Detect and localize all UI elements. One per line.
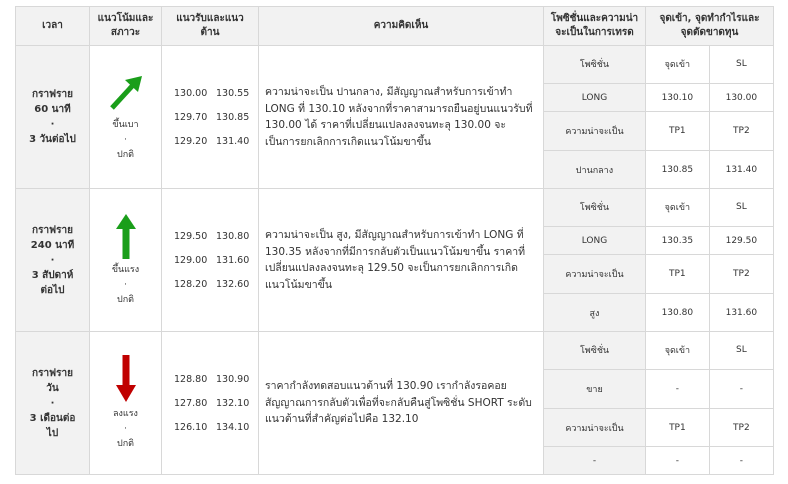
trend-cell: ลงแรง · ปกติ — [90, 332, 162, 475]
header-comment: ความคิดเห็น — [259, 7, 544, 46]
sl-value: - — [709, 369, 773, 408]
tp1-label: TP1 — [645, 255, 709, 294]
entry-value: - — [646, 369, 710, 408]
position-grid — [544, 332, 773, 474]
levels-cell — [162, 189, 259, 332]
level-pair: 127.80 132.10 — [174, 397, 250, 409]
sl-value: 130.00 — [709, 83, 773, 111]
sl-label: SL — [709, 189, 773, 226]
table-row — [16, 46, 774, 189]
tp1-value: 130.85 — [645, 151, 709, 188]
comment-cell: ราคากำลังทดสอบแนวต้านที่ 130.90 เรากำลังรอคอยสัญญาณการกลับตัวเพื่อที่จะกลับคืนสู่โพซิชั่น SHORT ระดับแนวต้านที่สำคัญต่อไปคือ 132.10 — [259, 332, 544, 475]
header-time: เวลา — [16, 7, 90, 46]
header-row — [16, 7, 774, 46]
arrow-down-icon — [114, 355, 138, 403]
header-levels: แนวรับและแนว ต้าน — [162, 7, 259, 46]
tp1-value: 130.80 — [645, 294, 709, 331]
position-value: ขาย — [544, 369, 646, 408]
probability-value: - — [544, 447, 646, 474]
sl-label: SL — [709, 46, 773, 83]
level-pair: 130.00 130.55 — [174, 87, 250, 99]
probability-value: ปานกลาง — [544, 151, 645, 188]
table-row — [16, 189, 774, 332]
position-label: โพซิชั่น — [544, 332, 646, 369]
sl-value: 129.50 — [709, 226, 773, 254]
level-pair: 128.80 130.90 — [174, 373, 250, 385]
table-row — [16, 332, 774, 475]
level-pair: 129.20 131.40 — [174, 135, 250, 147]
analysis-table — [15, 6, 774, 475]
analysis-table-wrapper — [15, 6, 773, 475]
tp1-label: TP1 — [645, 112, 709, 151]
position-value: LONG — [544, 226, 645, 254]
probability-value: สูง — [544, 294, 645, 331]
position-label: โพซิชั่น — [544, 189, 645, 226]
header-position: โพซิชั่นและความน่า จะเป็นในการเทรด — [544, 7, 646, 46]
tp1-value: - — [646, 447, 710, 474]
trend-cell: ขึ้นเบา · ปกติ — [90, 46, 162, 189]
levels-cell — [162, 332, 259, 475]
tp1-label: TP1 — [646, 408, 710, 447]
timeframe-cell: กราฟราย 60 นาที · 3 วันต่อไป — [16, 46, 90, 189]
level-pair: 128.20 132.60 — [174, 278, 250, 290]
entry-label: จุดเข้า — [645, 46, 709, 83]
tp2-label: TP2 — [709, 112, 773, 151]
arrow-up-right-icon — [106, 72, 146, 114]
probability-label: ความน่าจะเป็น — [544, 255, 645, 294]
tp2-value: - — [709, 447, 773, 474]
position-value: LONG — [544, 83, 645, 111]
position-targets-cell — [544, 189, 774, 332]
timeframe-cell: กราฟราย 240 นาที · 3 สัปดาห์ ต่อไป — [16, 189, 90, 332]
level-pair: 129.00 131.60 — [174, 254, 250, 266]
entry-label: จุดเข้า — [646, 332, 710, 369]
probability-label: ความน่าจะเป็น — [544, 112, 645, 151]
tp2-value: 131.60 — [709, 294, 773, 331]
position-grid — [544, 189, 773, 331]
position-label: โพซิชั่น — [544, 46, 645, 83]
entry-value: 130.35 — [645, 226, 709, 254]
timeframe-cell: กราฟราย วัน · 3 เดือนต่อ ไป — [16, 332, 90, 475]
comment-cell: ความน่าจะเป็น ปานกลาง, มีสัญญาณสำหรับการเข้าทำ LONG ที่ 130.10 หลังจากที่ราคาสามารถยืนอยู่บนแนวรับที่ 130.00 ได้ ราคาที่เปลี่ยนแปลงลงจนทะลุ 130.00 จะเป็นการยกเลิกการเกิดแนวโน้มขาขึ้น — [259, 46, 544, 189]
level-pair: 129.50 130.80 — [174, 230, 250, 242]
sl-label: SL — [709, 332, 773, 369]
position-targets-cell — [544, 46, 774, 189]
level-pair: 126.10 134.10 — [174, 421, 250, 433]
entry-label: จุดเข้า — [645, 189, 709, 226]
header-targets: จุดเข้า, จุดทำกำไรและ จุดตัดขาดทุน — [646, 7, 774, 46]
probability-label: ความน่าจะเป็น — [544, 408, 646, 447]
trend-cell: ขึ้นแรง · ปกติ — [90, 189, 162, 332]
arrow-up-icon — [114, 213, 138, 259]
level-pair: 129.70 130.85 — [174, 111, 250, 123]
comment-cell: ความน่าจะเป็น สูง, มีสัญญาณสำหรับการเข้าทำ LONG ที่ 130.35 หลังจากที่มีการกลับตัวเป็นแนวโน้มขาขึ้น ราคาที่เปลี่ยนแปลงลงจนทะลุ 129.50 จะเป็นการยกเลิกการเกิดแนวโน้มขาขึ้น — [259, 189, 544, 332]
position-targets-cell — [544, 332, 774, 475]
tp2-value: 131.40 — [709, 151, 773, 188]
tp2-label: TP2 — [709, 255, 773, 294]
tp2-label: TP2 — [709, 408, 773, 447]
header-trend: แนวโน้มและ สภาวะ — [90, 7, 162, 46]
levels-cell — [162, 46, 259, 189]
entry-value: 130.10 — [645, 83, 709, 111]
position-grid — [544, 46, 773, 188]
